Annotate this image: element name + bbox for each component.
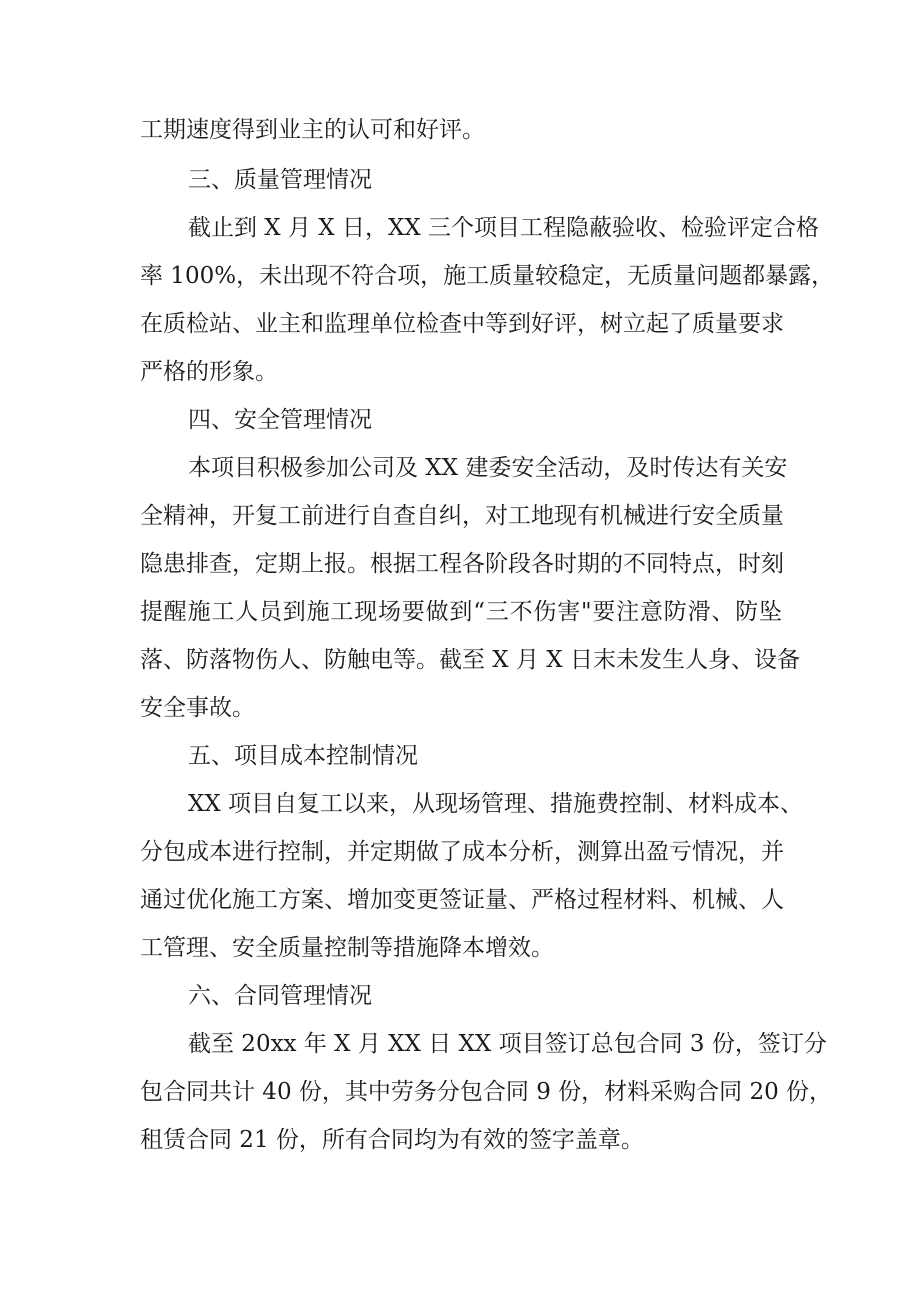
paragraph-line: 在质检站、业主和监理单位检查中等到好评，树立起了质量要求 xyxy=(140,311,784,337)
paragraph-line: 提醒施工人员到施工现场要做到“三不伤害"要注意防滑、防坠 xyxy=(140,599,782,625)
section-heading-quality: 三、质量管理情况 xyxy=(188,167,372,193)
section-heading-contract: 六、合同管理情况 xyxy=(188,983,372,1009)
paragraph-line: 工管理、安全质量控制等措施降本增效。 xyxy=(140,935,554,961)
section-heading-safety: 四、安全管理情况 xyxy=(188,407,372,433)
paragraph-line: 落、防落物伤人、防触电等。截至 X 月 X 日末未发生人身、设备 xyxy=(140,647,800,673)
paragraph-line: 全精神，开复工前进行自查自纠，对工地现有机械进行安全质量 xyxy=(140,503,784,529)
paragraph-line: 截止到 X 月 X 日，XX 三个项目工程隐蔽验收、检验评定合格 xyxy=(188,215,820,241)
paragraph-line: 截至 20xx 年 X 月 XX 日 XX 项目签订总包合同 3 份，签订分 xyxy=(188,1031,827,1057)
paragraph-line: 租赁合同 21 份，所有合同均为有效的签字盖章。 xyxy=(140,1127,644,1153)
paragraph-line: 本项目积极参加公司及 XX 建委安全活动，及时传达有关安 xyxy=(188,455,788,481)
section-heading-cost: 五、项目成本控制情况 xyxy=(188,743,418,769)
paragraph-line: 严格的形象。 xyxy=(140,359,278,385)
paragraph-line: 率 100%，未出现不符合项，施工质量较稳定，无质量问题都暴露， xyxy=(140,263,835,289)
paragraph-line: 包合同共计 40 份，其中劳务分包合同 9 份，材料采购合同 20 份， xyxy=(140,1079,833,1105)
paragraph-line: 隐患排查，定期上报。根据工程各阶段各时期的不同特点，时刻 xyxy=(140,551,784,577)
paragraph-line: 分包成本进行控制，并定期做了成本分析，测算出盈亏情况，并 xyxy=(140,839,784,865)
paragraph-line: 通过优化施工方案、增加变更签证量、严格过程材料、机械、人 xyxy=(140,887,784,913)
paragraph-line: 安全事故。 xyxy=(140,695,255,721)
paragraph-line: XX 项目自复工以来，从现场管理、措施费控制、材料成本、 xyxy=(188,791,804,817)
paragraph-line: 工期速度得到业主的认可和好评。 xyxy=(140,117,485,143)
